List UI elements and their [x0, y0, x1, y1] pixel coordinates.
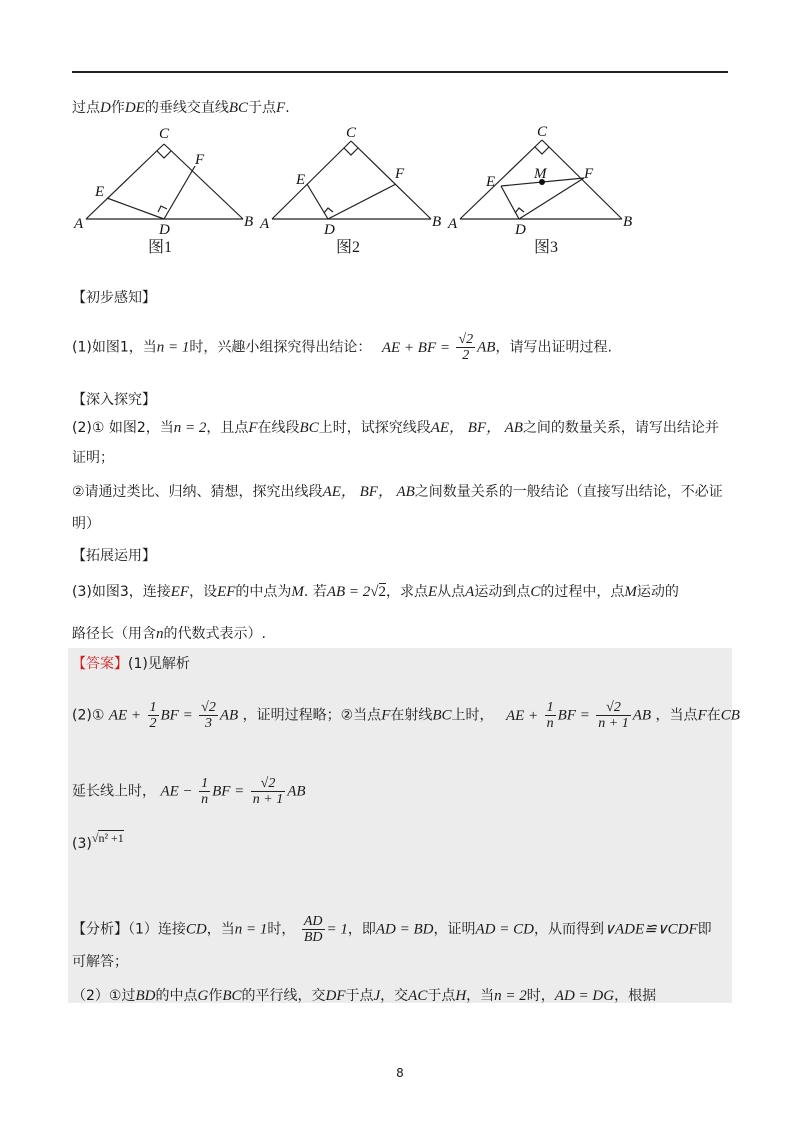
math-F: F	[276, 100, 286, 116]
math-CD: CD	[185, 921, 207, 938]
analysis-text: 于点	[345, 988, 374, 1004]
eq1-fraction	[199, 700, 218, 731]
analysis-text: ，从而得到	[533, 921, 604, 938]
math-CB: CB	[720, 707, 740, 724]
intro-text: 过点	[72, 100, 100, 116]
analysis-text: 的平行线，交	[241, 988, 326, 1004]
fraction-num: 1	[201, 776, 209, 791]
q1-text: 时，兴趣小组探究得出结论：	[189, 339, 372, 356]
eq2-rhs: AB	[632, 707, 652, 724]
question-1	[72, 332, 612, 363]
q3-text: ，设	[189, 584, 218, 600]
fig2-label-B: B	[432, 214, 442, 230]
intro-text: 于点	[248, 100, 277, 116]
q1-cond: n = 1	[156, 339, 190, 356]
fig3-label-C: C	[537, 124, 548, 140]
q2-text: (2)① 如图2，当	[72, 420, 174, 436]
math-AC: AC	[408, 988, 428, 1004]
math-A: A	[465, 584, 475, 600]
analysis-text: 于点	[427, 988, 456, 1004]
answer-2-text: 在	[706, 707, 721, 724]
eq3-coef	[199, 776, 210, 807]
math-D: D	[100, 100, 111, 116]
eq3-fraction	[251, 776, 285, 807]
answer-1: (1)见解析	[128, 656, 190, 672]
eq1-lhs: AE +	[108, 707, 142, 724]
q3-text: 路径长（用含	[72, 626, 156, 642]
analysis-adg: AD = DG	[554, 988, 615, 1004]
fraction-den: n + 1	[252, 792, 284, 807]
eq1-mid: BF =	[160, 707, 193, 724]
analysis-text: ，即	[347, 921, 376, 938]
answer-2-text: 在射线	[390, 707, 433, 724]
question-3-cont	[72, 624, 266, 644]
q2b-text: ②请通过类比、归纳、猜想，探究出线段	[72, 484, 323, 500]
fig1-label-E: E	[95, 184, 105, 200]
answer-2-text: 上时，	[451, 707, 494, 724]
q3-text: 从点	[437, 584, 466, 600]
question-2b	[72, 482, 723, 502]
header-rule	[72, 71, 728, 73]
answer-2-text: ，证明过程略；②当点	[242, 707, 382, 724]
math-BC: BC	[299, 420, 319, 436]
answer-4-radicand: n² +1	[98, 831, 124, 845]
question-2a	[72, 418, 719, 438]
eq2-mid: BF =	[557, 707, 590, 724]
q2-text: 上时，试探究线段	[318, 420, 431, 436]
eq1-coef	[148, 700, 159, 731]
fraction-den: 2	[149, 716, 157, 731]
eq3-mid: BF =	[212, 783, 245, 800]
q1-fraction	[456, 332, 475, 363]
q3-text: ，求点	[386, 584, 428, 600]
fig3-label-E: E	[486, 174, 496, 190]
fraction-num: √2	[201, 700, 216, 715]
q2b-text: 之间数量关系的一般结论（直接写出结论，不必证	[414, 484, 723, 500]
math-C: C	[530, 584, 541, 600]
eq2-fraction	[596, 700, 630, 731]
analysis-line-2: 可解答；	[72, 954, 128, 970]
analysis-fraction	[302, 914, 325, 945]
eq2-lhs: AE +	[505, 707, 539, 724]
math-EF: EF	[170, 584, 190, 600]
q3-text: 的代数式表示）.	[163, 626, 266, 642]
q3-radicand: 2	[378, 584, 386, 600]
analysis-text: （2）①过	[72, 988, 136, 1004]
math-E: E	[428, 584, 438, 600]
q3-text: 运动的	[636, 584, 679, 600]
q1-lhs: AE + BF =	[381, 339, 450, 356]
section-head-1: 【初步感知】	[72, 290, 156, 306]
analysis-text: 时，	[267, 921, 296, 938]
math-J: J	[373, 988, 381, 1004]
page-number: 8	[396, 1066, 404, 1080]
fig3-caption: 图3	[534, 239, 559, 256]
fig3-label-D: D	[515, 222, 526, 238]
analysis-line-3	[72, 986, 656, 1006]
fraction-num: √2	[251, 776, 285, 792]
fig3-label-M: M	[534, 166, 547, 182]
answer-line-4	[72, 828, 124, 854]
fig2-caption: 图2	[336, 239, 361, 256]
analysis-tag: 【分析】	[72, 921, 128, 938]
math-F: F	[248, 420, 258, 436]
fraction-den: BD	[303, 930, 323, 945]
eq3-rhs: AB	[287, 783, 306, 800]
intro-text: 作	[110, 100, 125, 116]
fig1-caption: 图1	[148, 239, 173, 256]
q2-cond: n = 2	[173, 420, 207, 436]
answer-line-1	[72, 654, 190, 674]
fraction-den: n	[546, 716, 554, 731]
math-M: M	[624, 584, 637, 600]
fig2-label-F: F	[395, 166, 405, 182]
intro-text: 的垂线交直线	[144, 100, 229, 116]
fraction-den: n	[201, 792, 209, 807]
fig3-label-F: F	[584, 166, 594, 182]
q3-text: 的中点为	[235, 584, 292, 600]
q1-rhs: AB	[477, 339, 496, 356]
q2-text: 之间的数量关系，请写出结论并	[522, 420, 719, 436]
fig1-label-C: C	[159, 126, 170, 142]
q2-text: 在线段	[257, 420, 300, 436]
question-3	[72, 582, 679, 602]
section-head-3: 【拓展运用】	[72, 548, 156, 564]
q3-ab: AB = 2	[326, 584, 371, 600]
answer-3-text: 延长线上时，	[72, 783, 156, 800]
math-G: G	[197, 988, 209, 1004]
fig1-label-D: D	[159, 222, 170, 238]
fig3-label-B: B	[623, 214, 633, 230]
fig2-label-E: E	[296, 172, 306, 188]
math-DE: DE	[124, 100, 145, 116]
math-DF: DF	[325, 988, 346, 1004]
section-head-2: 【深入探究】	[72, 392, 156, 408]
math-BD: BD	[135, 988, 156, 1004]
fraction-num: √2	[458, 332, 474, 347]
math-BC: BC	[228, 100, 249, 116]
q2-segments: AE， BF， AB	[430, 420, 523, 436]
math-M: M	[291, 584, 304, 600]
q1-text: (1)如图1，当	[72, 339, 157, 356]
analysis-text: ，交	[380, 988, 409, 1004]
q3-text: 的过程中，点	[540, 584, 625, 600]
fraction-num: 1	[149, 700, 157, 715]
answer-2-text: ，当点	[655, 707, 698, 724]
q3-sqrt: √2	[370, 584, 386, 600]
eq2-coef	[545, 700, 556, 731]
analysis-line-1	[72, 914, 712, 945]
q1-text: ，请写出证明过程.	[495, 339, 612, 356]
q2-text: ，且点	[206, 420, 249, 436]
fig3-label-A: A	[448, 216, 458, 232]
intro-text: .	[285, 100, 290, 116]
analysis-eq: = 1	[326, 921, 348, 938]
math-H: H	[455, 988, 467, 1004]
fig1-label-F: F	[195, 152, 205, 168]
analysis-ad: AD = BD	[375, 921, 434, 938]
fraction-num: 1	[546, 700, 554, 715]
analysis-text: （1）连接	[128, 921, 186, 938]
analysis-text: ，根据	[614, 988, 657, 1004]
analysis-text: ，证明	[433, 921, 476, 938]
analysis-congruence: ∨ADE≌∨CDF	[603, 921, 698, 938]
analysis-text: ，当	[206, 921, 235, 938]
fraction-num: AD	[303, 914, 323, 929]
answer-4-sqrt: √n² +1	[91, 831, 124, 845]
question-2b-cont: 明）	[72, 516, 100, 532]
analysis-cond: n = 2	[494, 988, 527, 1004]
eq3-lhs: AE −	[160, 783, 193, 800]
analysis-text: 时，	[526, 988, 555, 1004]
fraction-den: n + 1	[598, 716, 629, 731]
answer-line-3	[72, 776, 306, 807]
fig1-label-A: A	[74, 216, 84, 232]
analysis-text: 即	[697, 921, 712, 938]
q3-text: (3)如图3，连接	[72, 584, 171, 600]
math-BC: BC	[432, 707, 452, 724]
math-EF: EF	[217, 584, 236, 600]
fig2-label-C: C	[346, 125, 357, 141]
fig2-label-A: A	[260, 216, 270, 232]
math-F: F	[697, 707, 707, 724]
eq1-rhs: AB	[219, 707, 239, 724]
fraction-den: 2	[462, 348, 470, 363]
analysis-text: 的中点	[155, 988, 198, 1004]
analysis-adcd: AD = CD	[475, 921, 534, 938]
q3-text: 运动到点	[474, 584, 531, 600]
analysis-cond: n = 1	[234, 921, 268, 938]
intro-line	[72, 98, 290, 118]
fig2-label-D: D	[324, 222, 335, 238]
answer-2-text: (2)①	[72, 707, 105, 724]
math-F: F	[381, 707, 391, 724]
fraction-den: 3	[205, 716, 212, 731]
fig1-label-B: B	[244, 214, 254, 230]
math-n: n	[156, 626, 164, 642]
math-BC: BC	[222, 988, 242, 1004]
question-2a-cont: 证明；	[72, 450, 114, 466]
q2b-segments: AE， BF， AB	[322, 484, 415, 500]
answer-line-2	[72, 700, 740, 731]
analysis-text: 作	[208, 988, 223, 1004]
fraction-num: √2	[596, 700, 630, 716]
analysis-text: ，当	[466, 988, 495, 1004]
answer-4-text: (3)	[72, 836, 92, 852]
q3-text: . 若	[303, 584, 327, 600]
answer-tag: 【答案】	[72, 656, 128, 672]
